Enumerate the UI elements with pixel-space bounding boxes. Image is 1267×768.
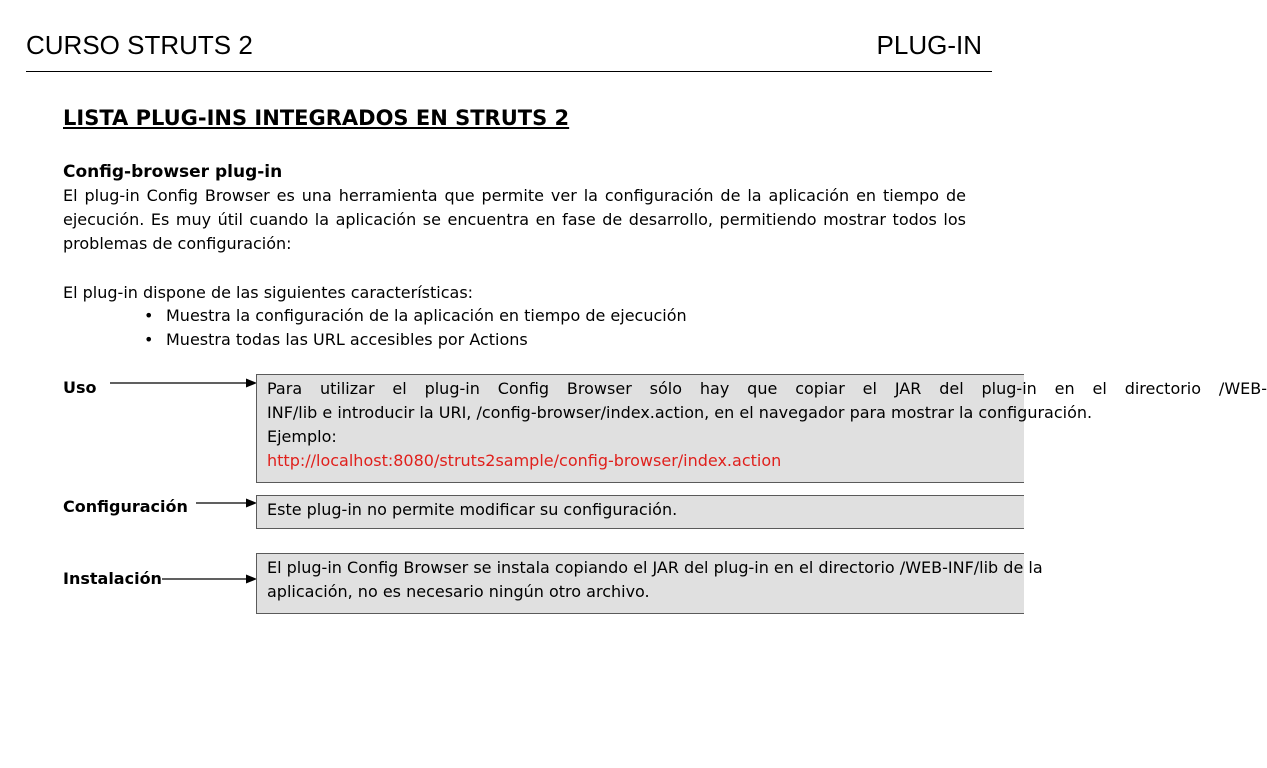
- topic-title: PLUG-IN: [876, 30, 982, 60]
- instalacion-box: [256, 553, 1043, 614]
- uso-example-label: Ejemplo:: [267, 427, 337, 446]
- uso-box: [256, 374, 1267, 483]
- plugin-subtitle: Config-browser plug-in: [63, 162, 283, 182]
- uso-label: Uso: [63, 378, 97, 397]
- uso-example-url[interactable]: http://localhost:8080/struts2sample/config-browser/index.action: [267, 451, 782, 470]
- configuracion-text: Este plug-in no permite modificar su configuración.: [267, 500, 678, 519]
- instalacion-label: Instalación: [63, 569, 162, 588]
- feature-item: • Muestra todas las URL accesibles por Actions: [140, 328, 687, 352]
- configuracion-label: Configuración: [63, 497, 188, 516]
- uso-line-2: INF/lib e introducir la URI, /config-browser/index.action, en el navegador para mostrar la configuración.: [267, 403, 1093, 422]
- header-divider: [26, 71, 992, 72]
- uso-line-1: Para utilizar el plug-in Config Browser sólo hay que copiar el JAR del plug-in en el directorio /WEB-: [267, 379, 1267, 398]
- instalacion-arrow-icon: [162, 572, 260, 586]
- instalacion-line-2: aplicación, no es necesario ningún otro archivo.: [267, 582, 650, 601]
- configuracion-box: [256, 495, 1024, 529]
- feature-item: • Muestra la configuración de la aplicación en tiempo de ejecución: [140, 304, 687, 328]
- configuracion-arrow-icon: [196, 496, 260, 510]
- instalacion-line-1: El plug-in Config Browser se instala copiando el JAR del plug-in en el directorio /WEB-INF/lib de la: [267, 558, 1043, 577]
- course-title: CURSO STRUTS 2: [26, 30, 253, 60]
- section-title: LISTA PLUG-INS INTEGRADOS EN STRUTS 2: [63, 106, 570, 130]
- uso-arrow-icon: [110, 376, 260, 390]
- intro-paragraph: El plug-in Config Browser es una herramienta que permite ver la configuración de la aplicación en tiempo de ejecución. Es muy útil cuando la aplicación se encuentra en fase de desarrollo, permitiendo mostrar todos los problemas de configuración:: [63, 186, 966, 253]
- features-intro: El plug-in dispone de las siguientes características:: [63, 283, 474, 302]
- features-list: [140, 304, 687, 352]
